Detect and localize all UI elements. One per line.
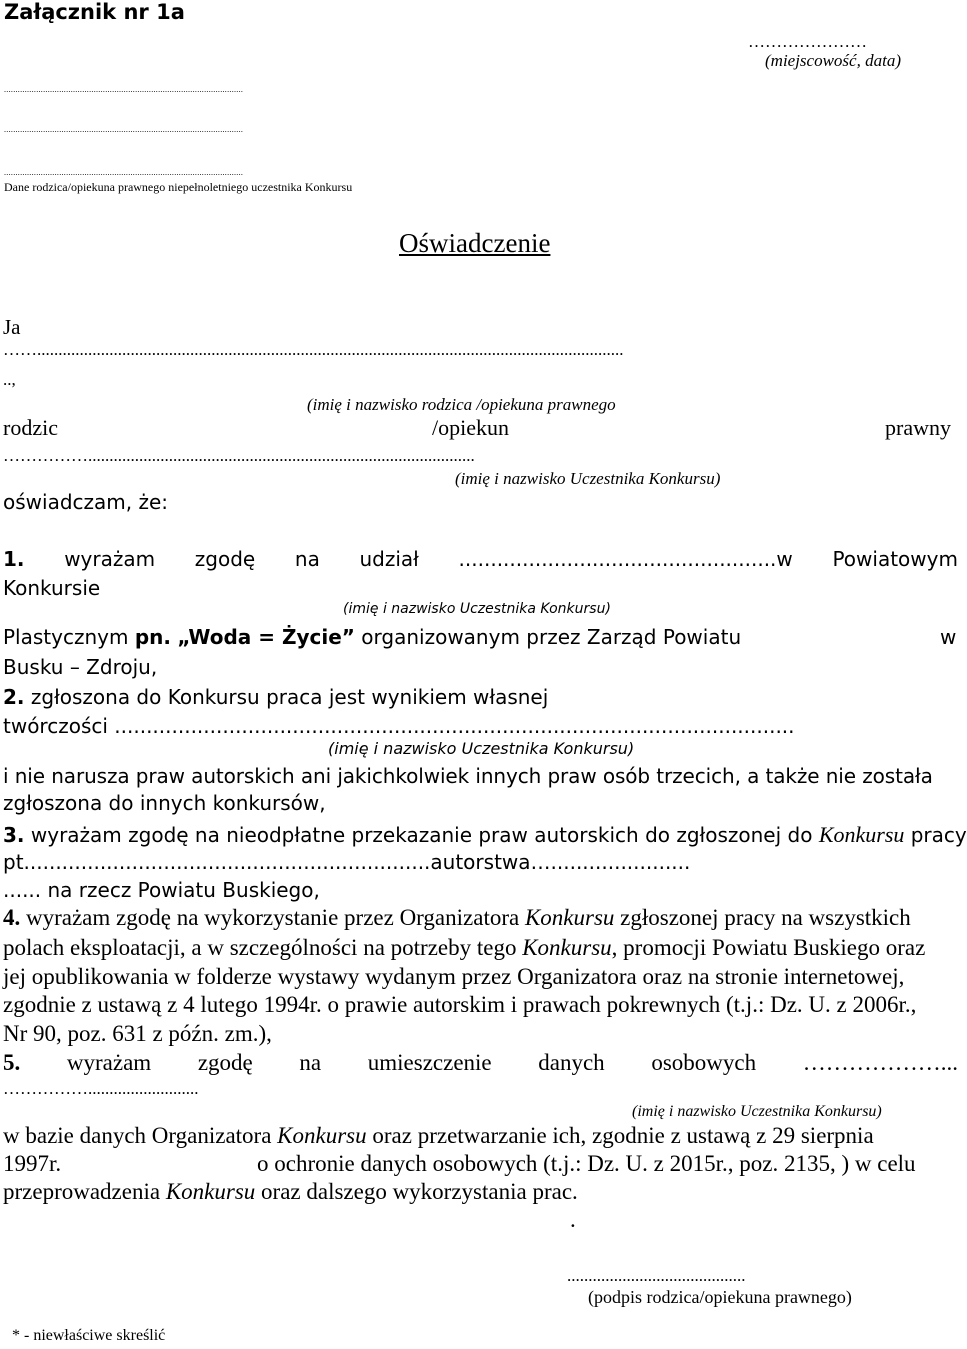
contest-title: „Woda = Życie” — [177, 625, 355, 649]
item-5-line-2: …………….......................... — [3, 1079, 199, 1098]
item-1-line-1 — [3, 547, 958, 571]
item-4-line-4: zgodnie z ustawą z 4 lutego 1994r. o prawie autorskim i prawach pokrewnych (t.j.: Dz. U. z 2006r., — [3, 992, 917, 1017]
item-1-word: Powiatowym — [832, 547, 958, 571]
item-4-line-5: Nr 90, poz. 631 z późn. zm.), — [3, 1021, 272, 1046]
item-2-line-3: i nie narusza praw autorskich ani jakichkolwiek innych praw osób trzecich, a także nie została — [3, 764, 933, 788]
item-1-number: 1. — [3, 547, 25, 571]
item-2-number: 2. — [3, 685, 25, 709]
item-5-line-4a: 1997r. — [3, 1151, 62, 1176]
signature-caption: (podpis rodzica/opiekuna prawnego) — [588, 1287, 852, 1307]
item-2-line-4: zgłoszona do innych konkursów, — [3, 791, 326, 815]
item-5-word: wyrażam — [66, 1050, 152, 1075]
item-3-line-3: ...... na rzecz Powiatu Buskiego, — [3, 878, 320, 902]
item-1-word: ..................................................w — [458, 547, 793, 571]
item-2-caption: (imię i nazwisko Uczestnika Konkursu) — [328, 739, 635, 758]
item-5-text-b: oraz przetwarzanie ich, zgodnie z ustawą z 29 sierpnia — [372, 1123, 874, 1148]
konkursu-italic: Konkursu — [522, 935, 612, 960]
item-2-line-1 — [3, 685, 548, 709]
rodzic-text: rodzic — [3, 415, 58, 440]
item-1-word: na — [294, 547, 320, 571]
item-1-pn: pn. — [134, 625, 171, 649]
item-3-text-a: wyrażam zgodę na nieodpłatne przekazanie praw autorskich do zgłoszonej do — [30, 823, 813, 847]
item-5-number: 5. — [3, 1050, 21, 1075]
item-5-word: na — [299, 1050, 322, 1075]
parent-name-caption: (imię i nazwisko rodzica /opiekuna prawnego — [307, 395, 616, 414]
item-4-line-1 — [3, 905, 911, 931]
item-1-line-4: Busku – Zdroju, — [3, 655, 158, 679]
attachment-title: Załącznik nr 1a — [4, 0, 185, 24]
parent-data-caption: Dane rodzica/opiekuna prawnego niepełnoletniego uczestnika Konkursu — [4, 180, 353, 194]
item-1-w: w — [940, 625, 957, 649]
signature-dot: . — [570, 1207, 576, 1232]
item-3-line-2: pt................................................................autorstwa…...................... — [3, 850, 691, 874]
item-4-line-3: jej opublikowania w folderze wystawy wydanym przez Organizatora oraz na stronie internetowej, — [3, 964, 905, 989]
item-1-plastycznym: Plastycznym — [3, 625, 129, 649]
item-5-dots: ………………... — [802, 1050, 958, 1075]
item-4-number: 4. — [3, 905, 21, 930]
signature-dots: .......................................... — [567, 1266, 746, 1285]
place-date-dots: ………………… — [748, 32, 867, 51]
item-2-line-2: twórczości ........................................................................................................... — [3, 714, 795, 738]
footnote: * - niewłaściwe skreślić — [12, 1327, 166, 1344]
item-3-number: 3. — [3, 823, 25, 847]
item-5-text-d: oraz dalszego wykorzystania prac. — [261, 1179, 578, 1204]
konkursu-italic: Konkursu — [818, 822, 905, 847]
item-3-line-1 — [3, 822, 967, 848]
item-5-word: zgodę — [197, 1050, 253, 1075]
item-5-line-3 — [3, 1123, 958, 1149]
parent-name-dots-tail: .., — [3, 370, 16, 389]
declaration-text: oświadczam, że: — [3, 490, 169, 514]
item-1-organizer: organizowanym przez Zarząd Powiatu — [361, 625, 742, 649]
parent-name-dots: …….......................................................................................................................................... — [3, 340, 624, 359]
item-5-caption: (imię i nazwisko Uczestnika Konkursu) — [632, 1103, 882, 1120]
item-5-word: osobowych — [651, 1050, 757, 1075]
parent-data-line-1: ........................................................................................................ — [4, 85, 244, 94]
place-date-caption: (miejscowość, data) — [765, 51, 901, 70]
document-title: Oświadczenie — [399, 228, 551, 258]
item-4-text-b: zgłoszonej pracy na wszystkich — [620, 905, 911, 930]
intro-ja: Ja — [3, 315, 21, 339]
participant-name-dots: ……………........................................................................................... — [3, 446, 475, 465]
prawny-text: prawny — [885, 415, 951, 440]
item-5-text-c: przeprowadzenia — [3, 1179, 161, 1204]
konkursu-italic: Konkursu — [524, 905, 615, 930]
item-5-line-4b: o ochronie danych osobowych (t.j.: Dz. U. z 2015r., poz. 2135, ) w celu — [257, 1151, 916, 1176]
konkursu-italic: Konkursu — [277, 1123, 367, 1148]
item-1-line-2: Konkursie — [3, 576, 101, 600]
item-4-line-2 — [3, 935, 925, 961]
item-4-text-d: , promocji Powiatu Buskiego oraz — [611, 935, 926, 960]
item-2-text: zgłoszona do Konkursu praca jest wynikiem własnej — [30, 685, 549, 709]
item-1-word: zgodę — [194, 547, 256, 571]
item-1-word: wyrażam — [64, 547, 156, 571]
parent-data-line-3: ........................................................................................................ — [4, 168, 244, 177]
item-5-line-5 — [3, 1179, 578, 1205]
item-1-caption: (imię i nazwisko Uczestnika Konkursu) — [343, 601, 611, 617]
item-5-text-a: w bazie danych Organizatora — [3, 1123, 272, 1148]
item-4-text-c: polach eksploatacji, a w szczególności na potrzeby tego — [3, 935, 517, 960]
item-5-word: umieszczenie — [367, 1050, 492, 1075]
parent-data-line-2: ........................................................................................................ — [4, 125, 244, 134]
item-4-text-a: wyrażam zgodę na wykorzystanie przez Organizatora — [26, 905, 520, 930]
participant-name-caption: (imię i nazwisko Uczestnika Konkursu) — [455, 469, 721, 488]
item-3-text-b: pracy — [910, 823, 967, 847]
opiekun-text: /opiekun — [432, 415, 509, 440]
item-5-line-1 — [3, 1050, 958, 1076]
item-5-word: danych — [538, 1050, 605, 1075]
item-1-word: udział — [359, 547, 419, 571]
item-1-line-3 — [3, 625, 741, 649]
konkursu-italic: Konkursu — [165, 1179, 256, 1204]
